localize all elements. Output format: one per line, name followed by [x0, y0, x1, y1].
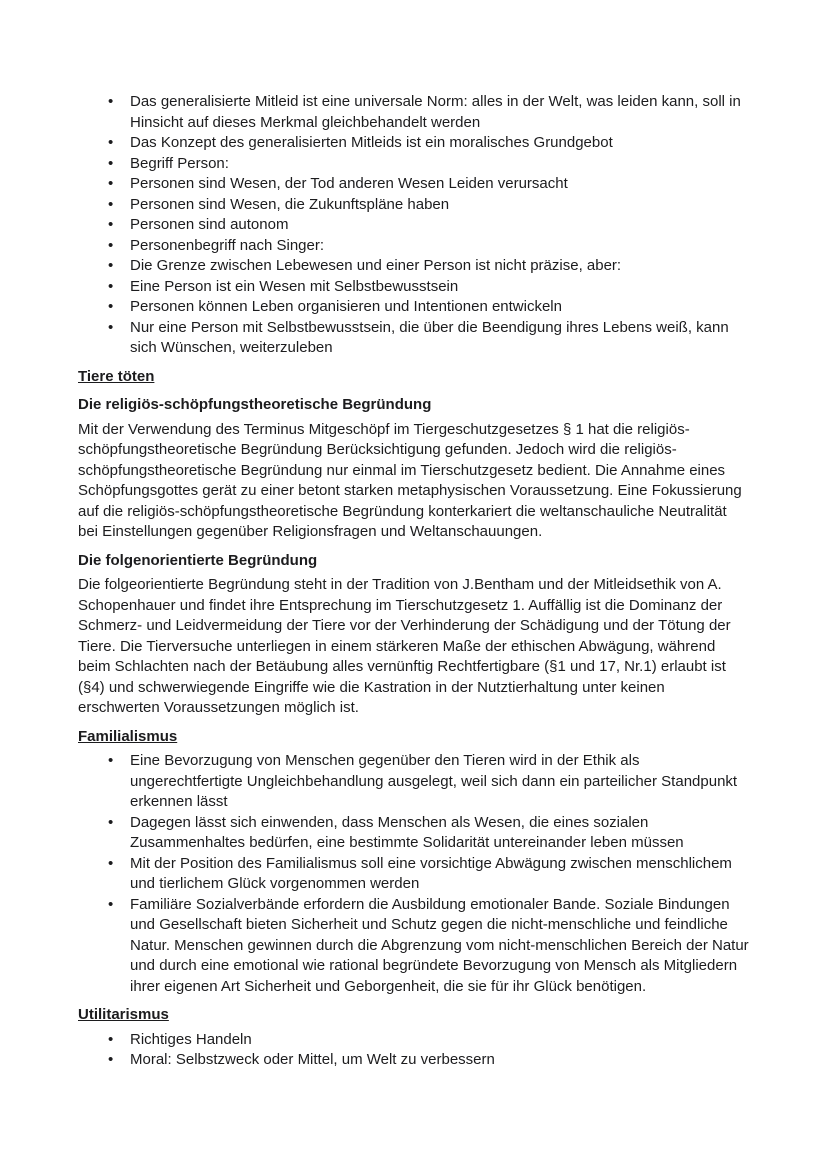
list-item — [108, 318, 750, 359]
list-item — [108, 215, 750, 236]
bullet-icon — [108, 751, 130, 813]
paragraph-folgenorientiert: Die folgeorientierte Begründung steht in der Tradition von J.Bentham und der Mitleidsethik von A. Schopenhauer und findet ihre Entsprechung im Tierschutzgesetz 1. Auffällig ist die Dominanz der Schmerz- und Leidvermeidung der Tiere vor der Verhinderung der Schädigung und der Tötung der Tiere. Die Tierversuche unterliegen in einem stärkeren Maße der ethischen Abwägung, während beim Schlachten nach der Betäubung alles vernünftig Rechtfertigbare (§1 und 17, Nr.1) erlaubt ist (§4) und schwerwiegende Eingriffe wie die Kastration in der Nutztierhaltung unter keinen erschwerten Voraussetzungen möglich ist. — [78, 576, 731, 716]
bullet-icon — [108, 813, 130, 854]
list-item — [108, 751, 750, 813]
list-item-text: Personenbegriff nach Singer: — [130, 236, 325, 254]
bullet-icon — [108, 895, 130, 998]
bullet-icon — [108, 195, 130, 216]
list-item-text: Eine Bevorzugung von Menschen gegenüber den Tieren wird in der Ethik als ungerechtfertigte Ungleichbehandlung ausgelegt, weil sich dann ein parteilicher Standpunkt erkennen lässt — [130, 752, 738, 810]
list-item-text: Die Grenze zwischen Lebewesen und einer Person ist nicht präzise, aber: — [130, 257, 622, 274]
bullet-icon — [108, 174, 130, 195]
list-item — [108, 813, 750, 854]
list-item — [108, 133, 750, 154]
bullet-icon — [108, 297, 130, 318]
list-item-text: Personen können Leben organisieren und Intentionen entwickeln — [130, 298, 562, 315]
list-item-text: Moral: Selbstzweck oder Mittel, um Welt zu verbessern — [130, 1051, 495, 1068]
list-item-text: Personen sind Wesen, der Tod anderen Wesen Leiden verursacht — [130, 175, 568, 192]
list-item-text: Das generalisierte Mitleid ist eine universale Norm: alles in der Welt, was leiden kann, soll in Hinsicht auf dieses Merkmal gleichbehandelt werden — [130, 93, 741, 131]
bullet-icon — [108, 1030, 130, 1051]
list-item-text: Familiäre Sozialverbände erfordern die Ausbildung emotionaler Bande. Soziale Bindungen und Gesellschaft bieten Sicherheit und Schutz gegen die nicht-menschliche und feindliche Natur. Menschen gewinnen durch die Abgrenzung vom nicht-menschlichen Bereich der Natur und durch eine emotional wie rational begründete Bevorzugung von Mensch als Mitgliedern ihrer eigenen Art Sicherheit und Geborgenheit, die sie für ihr Glück benötigen. — [130, 895, 749, 995]
paragraph-religioes: Mit der Verwendung des Terminus Mitgeschöpf im Tiergeschutzgesetzes § 1 hat die religiös-schöpfungstheoretische Begründung Berücksichtigung gefunden. Jedoch wird die religiös-schöpfungstheoretische Begründung nur einmal im Tierschutzgesetz bedient. Die Annahme eines Schöpfungsgottes gerät zu einer betont starken metaphysischen Voraussetzung. Eine Fokussierung auf die religiös-schöpfungstheoretische Begründung konterkariert die weltanschauliche Neutralität bei Einstellungen gegenüber Religionsfragen und Weltanschauungen. — [78, 420, 742, 540]
list-item — [108, 297, 750, 318]
bullet-list-familialismus — [78, 751, 750, 997]
list-item — [108, 92, 750, 133]
list-item — [108, 895, 750, 998]
bullet-icon — [108, 1050, 130, 1071]
bullet-icon — [108, 236, 130, 257]
list-item — [108, 277, 750, 298]
bullet-icon — [108, 92, 130, 133]
section-heading-religioes: Die religiös-schöpfungstheoretische Begründung — [78, 396, 432, 413]
list-item-text: Mit der Position des Familialismus soll eine vorsichtige Abwägung zwischen menschlichem und tierlichem Glück vorgenommen werden — [130, 854, 732, 892]
bullet-list-mitleid-person — [78, 92, 750, 359]
list-item — [108, 1030, 750, 1051]
bullet-icon — [108, 256, 130, 277]
section-heading-tiere-toeten: Tiere töten — [78, 367, 155, 385]
bullet-icon — [108, 215, 130, 236]
bullet-icon — [108, 854, 130, 895]
section-heading-utilitarismus: Utilitarismus — [78, 1006, 169, 1023]
bullet-icon — [108, 133, 130, 154]
list-item — [108, 256, 750, 277]
section-heading-folgenorientiert: Die folgenorientierte Begründung — [78, 551, 318, 569]
bullet-list-utilitarismus — [78, 1030, 750, 1071]
list-item — [108, 236, 750, 257]
bullet-icon — [108, 277, 130, 298]
list-item-text: Begriff Person: — [130, 154, 229, 172]
list-item — [108, 854, 750, 895]
list-item-text: Eine Person ist ein Wesen mit Selbstbewusstsein — [130, 277, 459, 295]
list-item-text: Das Konzept des generalisierten Mitleids ist ein moralisches Grundgebot — [130, 134, 613, 151]
list-item — [108, 154, 750, 175]
list-item-text: Nur eine Person mit Selbstbewusstsein, die über die Beendigung ihres Lebens weiß, kann sich Wünschen, weiterzuleben — [130, 318, 729, 356]
list-item — [108, 174, 750, 195]
list-item-text: Personen sind Wesen, die Zukunftspläne haben — [130, 195, 450, 213]
list-item-text: Richtiges Handeln — [130, 1030, 252, 1048]
list-item — [108, 1050, 750, 1071]
bullet-icon — [108, 318, 130, 359]
list-item — [108, 195, 750, 216]
list-item-text: Personen sind autonom — [130, 216, 289, 233]
section-heading-familialismus: Familialismus — [78, 727, 178, 745]
list-item-text: Dagegen lässt sich einwenden, dass Menschen als Wesen, die eines sozialen Zusammenhaltes bedürfen, eine bestimmte Solidarität untereinander leben müssen — [130, 813, 684, 851]
bullet-icon — [108, 154, 130, 175]
